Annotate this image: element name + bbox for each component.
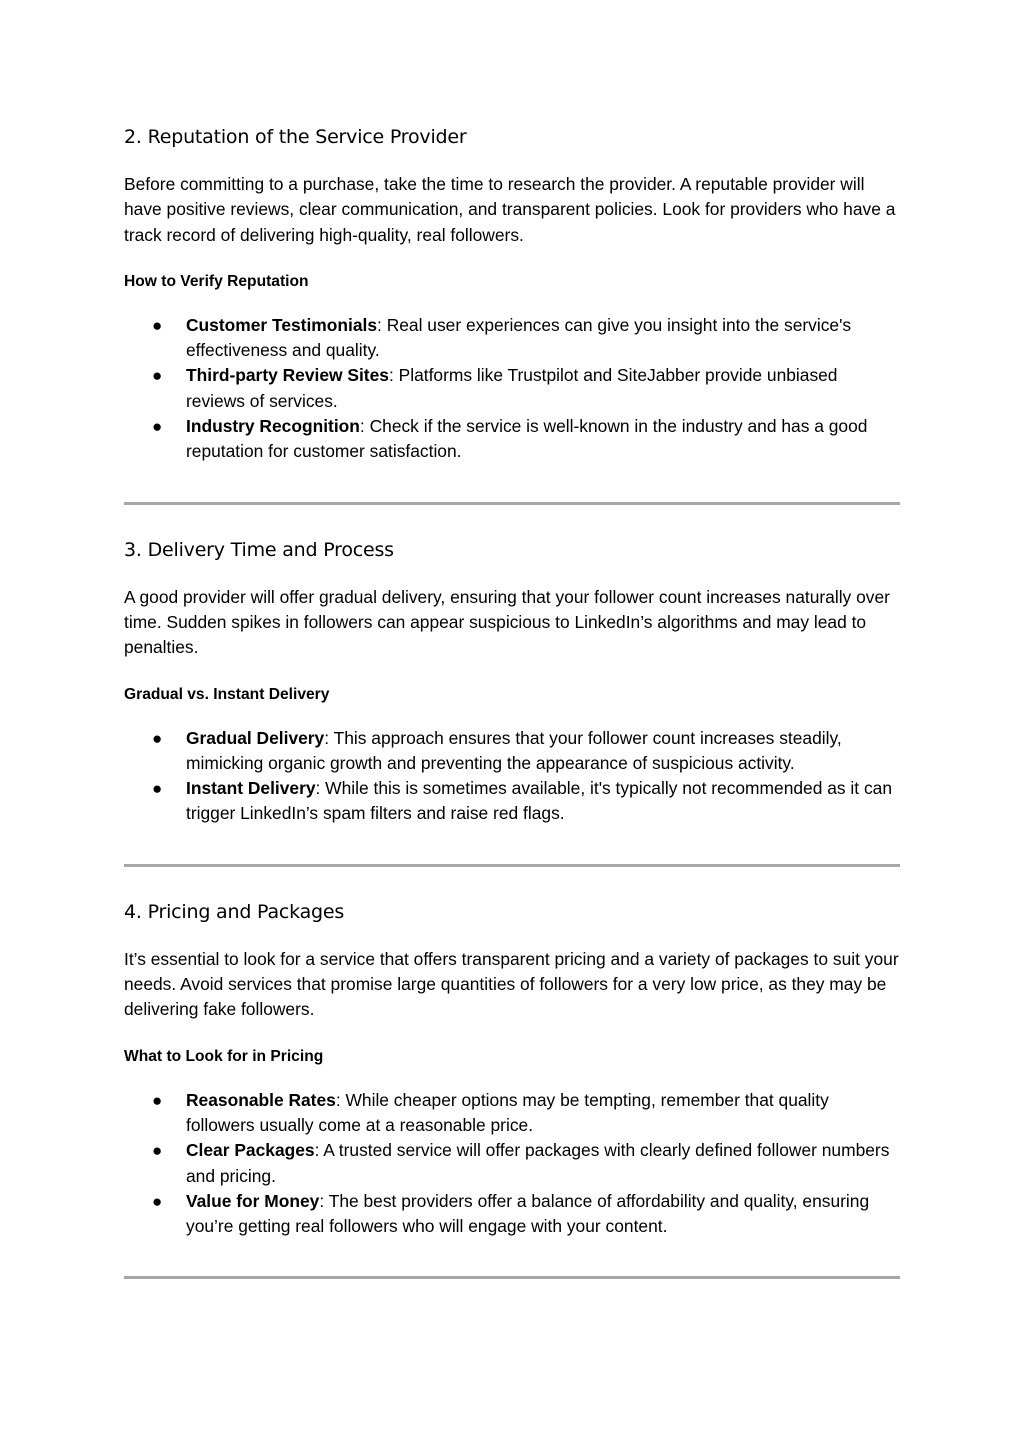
bullet-icon: ● <box>152 1191 163 1211</box>
section-title: 2. Reputation of the Service Provider <box>124 126 467 148</box>
section-paragraph: Before committing to a purchase, take the time to research the provider. A reputable provider will have positive reviews, clear communication, and transparent policies. Look for providers who have a track record of delivering high-quality, real followers. <box>124 174 896 245</box>
bullet-term: Third-party Review Sites <box>186 365 389 386</box>
section-paragraph: It’s essential to look for a service that offers transparent pricing and a variety of packages to suit your needs. Avoid services that promise large quantities of followers for a very low price, as they may be delivering fake followers. <box>124 948 899 1020</box>
bullet-list <box>124 1088 900 1240</box>
list-item <box>124 1189 900 1240</box>
bullet-term: Gradual Delivery <box>186 727 325 748</box>
bullet-text: : The best providers offer a balance of affordability and quality, ensuring you’re getting real followers who will engage with your content. <box>186 1190 870 1237</box>
section-delivery <box>124 535 900 867</box>
section-subheading: How to Verify Reputation <box>124 272 309 290</box>
list-item <box>124 313 900 364</box>
bullet-term: Customer Testimonials <box>186 314 378 335</box>
section-title: 3. Delivery Time and Process <box>124 538 394 561</box>
bullet-list <box>124 313 900 465</box>
list-item <box>124 1088 900 1139</box>
bullet-term: Clear Packages <box>186 1140 315 1161</box>
bullet-term: Industry Recognition <box>186 416 360 437</box>
bullet-term: Reasonable Rates <box>186 1089 336 1110</box>
bullet-text: : Check if the service is well-known in the industry and has a good reputation for customer satisfaction. <box>186 416 868 462</box>
bullet-list <box>124 726 900 827</box>
section-reputation <box>124 122 900 505</box>
bullet-icon: ● <box>152 366 163 386</box>
bullet-icon: ● <box>152 315 163 335</box>
section-subheading: What to Look for in Pricing <box>124 1047 324 1065</box>
list-item <box>124 414 900 465</box>
bullet-icon: ● <box>152 728 163 748</box>
section-paragraph: A good provider will offer gradual delivery, ensuring that your follower count increases naturally over time. Sudden spikes in followers can appear suspicious to LinkedIn’s algorithms and may lead to penalties. <box>124 586 890 658</box>
list-item <box>124 776 900 827</box>
section-pricing <box>124 897 900 1280</box>
bullet-text: : While cheaper options may be tempting, remember that quality followers usually come at a reasonable price. <box>186 1089 829 1135</box>
list-item <box>124 363 900 414</box>
list-item <box>124 726 900 777</box>
bullet-icon: ● <box>152 1090 163 1110</box>
bullet-text: : While this is sometimes available, it's typically not recommended as it can trigger LinkedIn’s spam filters and raise red flags. <box>186 778 892 824</box>
section-subheading: Gradual vs. Instant Delivery <box>124 685 330 703</box>
bullet-text: : This approach ensures that your follower count increases steadily, mimicking organic growth and preventing the appearance of suspicious activity. <box>186 727 842 773</box>
bullet-text: : Platforms like Trustpilot and SiteJabber provide unbiased reviews of services. <box>186 365 838 411</box>
section-title: 4. Pricing and Packages <box>124 900 345 923</box>
bullet-icon: ● <box>152 417 163 437</box>
bullet-icon: ● <box>152 779 163 799</box>
document-page <box>124 122 900 1279</box>
bullet-text: : A trusted service will offer packages with clearly defined follower numbers and pricing. <box>186 1140 890 1186</box>
section-divider <box>124 502 900 505</box>
section-divider <box>124 1276 900 1279</box>
bullet-term: Instant Delivery <box>186 778 316 799</box>
bullet-term: Value for Money <box>186 1190 320 1211</box>
bullet-text: : Real user experiences can give you insight into the service's effectiveness and quality. <box>186 314 852 361</box>
list-item <box>124 1138 900 1189</box>
section-divider <box>124 864 900 867</box>
bullet-icon: ● <box>152 1141 163 1161</box>
